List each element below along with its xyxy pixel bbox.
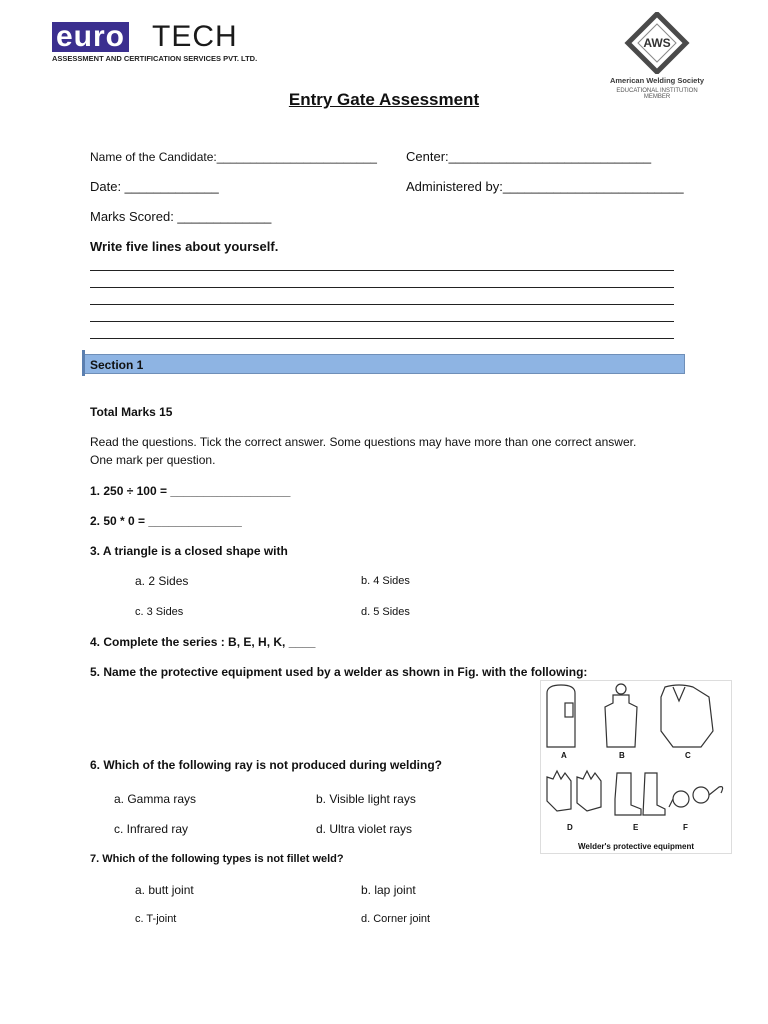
figure-label-e: E [633,823,639,832]
logo-subtitle: ASSESSMENT AND CERTIFICATION SERVICES PVT. LTD. [52,54,258,63]
section-label: Section 1 [90,358,144,372]
q3-option-c[interactable]: c. 3 Sides [135,606,184,618]
q6-option-c[interactable]: c. Infrared ray [114,822,189,836]
instructions-line-1: Read the questions. Tick the correct answer. Some questions may have more than one correct answer. [90,435,637,449]
page-title: Entry Gate Assessment [288,90,480,109]
q7-option-d[interactable]: d. Corner joint [361,913,431,925]
section-marker [82,350,85,376]
question-3: 3. A triangle is a closed shape with [90,544,288,558]
aws-text: AWS [643,36,671,50]
q6-option-a[interactable]: a. Gamma rays [114,792,197,806]
figure-label-a: A [561,751,567,760]
q7-option-b[interactable]: b. lap joint [361,883,416,897]
q7-option-c[interactable]: c. T-joint [135,913,177,925]
writing-line[interactable] [90,304,674,305]
writing-line[interactable] [90,321,674,322]
q3-option-a[interactable]: a. 2 Sides [135,574,189,588]
question-6: 6. Which of the following ray is not produced during welding? [90,758,442,772]
figure-label-c: C [685,751,691,760]
q3-option-d[interactable]: d. 5 Sides [361,606,410,618]
figure-label-b: B [619,751,625,760]
instructions-line-2: One mark per question. [90,453,216,467]
q3-option-b[interactable]: b. 4 Sides [361,575,410,587]
welder-equipment-figure [540,680,732,854]
date-field[interactable]: Date: _____________ [90,179,219,194]
writing-line[interactable] [90,287,674,288]
administered-field[interactable]: Administered by:_________________________ [406,179,684,194]
center-field[interactable]: Center:____________________________ [406,149,652,164]
figure-caption: Welder's protective equipment [577,842,694,851]
logo-euro-text: euro [52,22,129,52]
section-header-bar [82,354,685,374]
write-prompt: Write five lines about yourself. [90,239,279,254]
writing-line[interactable] [90,270,674,271]
question-2: 2. 50 * 0 = ______________ [90,514,242,528]
aws-member-text: EDUCATIONAL INSTITUTION MEMBER [616,88,698,100]
logo-tech-text: TECH [152,20,238,53]
aws-logo [608,12,706,102]
question-4: 4. Complete the series : B, E, H, K, ____ [90,635,316,649]
question-7: 7. Which of the following types is not fillet weld? [90,853,344,865]
eurotech-logo [52,18,262,66]
marks-field[interactable]: Marks Scored: _____________ [90,209,272,224]
question-5: 5. Name the protective equipment used by a welder as shown in Fig. with the following: [90,665,588,679]
total-marks: Total Marks 15 [90,405,173,419]
q6-option-d[interactable]: d. Ultra violet rays [316,822,413,836]
question-1: 1. 250 ÷ 100 = __________________ [90,484,291,498]
q7-option-a[interactable]: a. butt joint [135,883,194,897]
q6-option-b[interactable]: b. Visible light rays [316,792,416,806]
name-field[interactable]: Name of the Candidate:________________________ [90,150,377,164]
figure-label-f: F [683,823,688,832]
figure-label-d: D [567,823,573,832]
aws-subtitle: American Welding Society [609,76,705,85]
aws-diamond-icon [608,12,706,74]
writing-line[interactable] [90,338,674,339]
